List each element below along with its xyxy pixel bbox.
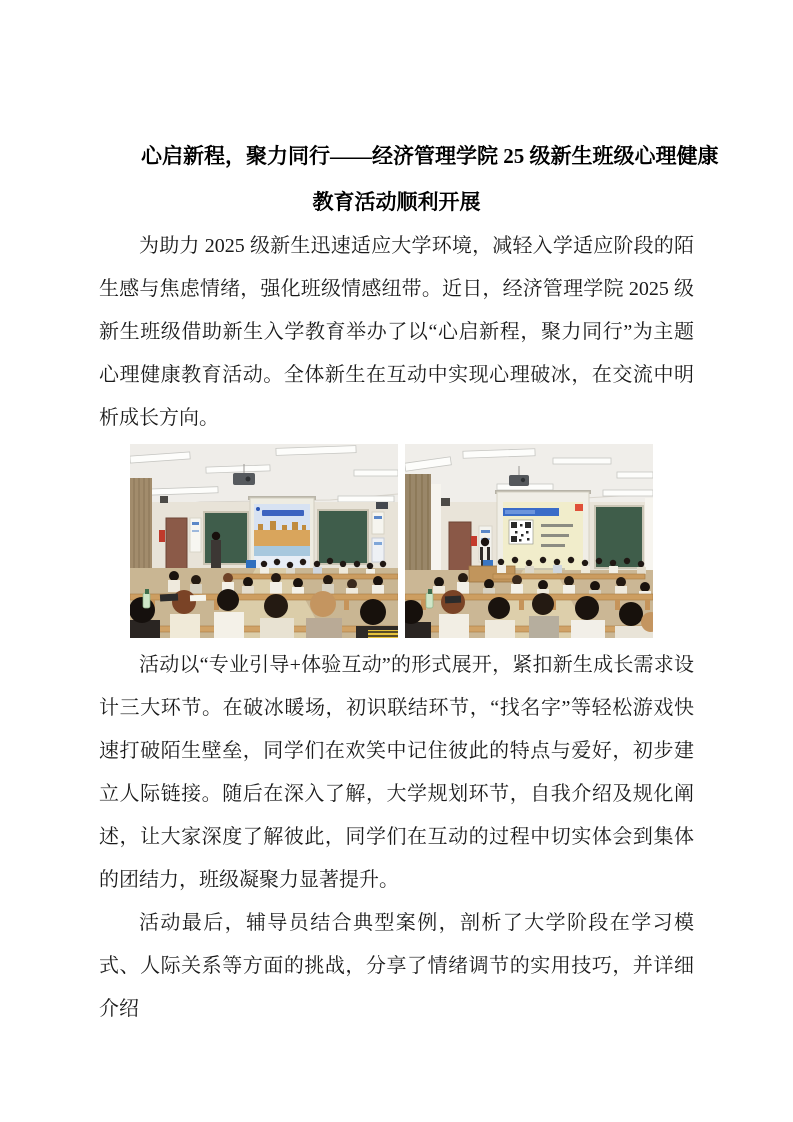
document-title-line2: 教育活动顺利开展 xyxy=(312,190,481,214)
projection-screen xyxy=(248,496,316,576)
wall-poster xyxy=(190,518,201,552)
classroom-door xyxy=(166,518,187,574)
presentation-slide xyxy=(254,504,310,568)
teacher-figure xyxy=(211,532,221,568)
slide-logo xyxy=(575,504,583,511)
window xyxy=(431,484,441,576)
activity-photo-right xyxy=(405,444,653,638)
photo-row xyxy=(130,444,694,638)
document-title-line1: 心启新程，聚力同行——经济管理学院 25 级新生班级心理健康 xyxy=(141,144,719,168)
classroom-door xyxy=(449,522,471,578)
qr-code xyxy=(509,520,533,544)
classroom-scene-left-illustration xyxy=(130,444,398,638)
wall-speaker xyxy=(441,498,450,506)
chalkboard-right xyxy=(595,506,643,568)
wall-speaker xyxy=(160,496,168,503)
lectern-monitor xyxy=(246,560,256,568)
classroom-scene-right-illustration xyxy=(405,444,653,638)
desk-row-far xyxy=(226,574,398,579)
chalkboard-left xyxy=(204,512,248,564)
fire-extinguisher-box xyxy=(471,536,477,546)
presentation-slide xyxy=(503,502,583,574)
chalkboard-right xyxy=(318,510,368,564)
window-right xyxy=(645,498,653,570)
paragraph-intro: 为助力 2025 级新生迅速适应大学环境，减轻入学适应阶段的陌生感与焦虑情绪，强化班级情感纽带。近日，经济管理学院 2025 级新生班级借助新生入学教育举办了以“心启新程，聚力同行”为主题心理健康教育活动。全体新生在互动中实现心理破冰，在交流中明析成长方向。 xyxy=(99,235,694,429)
document-content xyxy=(0,133,793,1031)
paragraph-conclusion: 活动最后，辅导员结合典型案例，剖析了大学阶段在学习模式、人际关系等方面的挑战，分享了情绪调节的实用技巧，并详细介绍 xyxy=(99,912,694,1020)
fire-extinguisher-box xyxy=(159,530,165,542)
activity-photo-left xyxy=(130,444,398,638)
paragraph-activity-detail: 活动以“专业引导+体验互动”的形式展开，紧扣新生成长需求设计三大环节。在破冰暖场，初识联结环节，“找名字”等轻松游戏快速打破陌生壁垒，同学们在欢笑中记住彼此的特点与爱好，初步建立人际链接。随后在深入了解，大学规划环节，自我介绍及规化阐述，让大家深度了解彼此，同学们在互动的过程中切实体会到集体的团结力，班级凝聚力显著提升。 xyxy=(99,654,694,891)
document-title xyxy=(99,133,719,225)
